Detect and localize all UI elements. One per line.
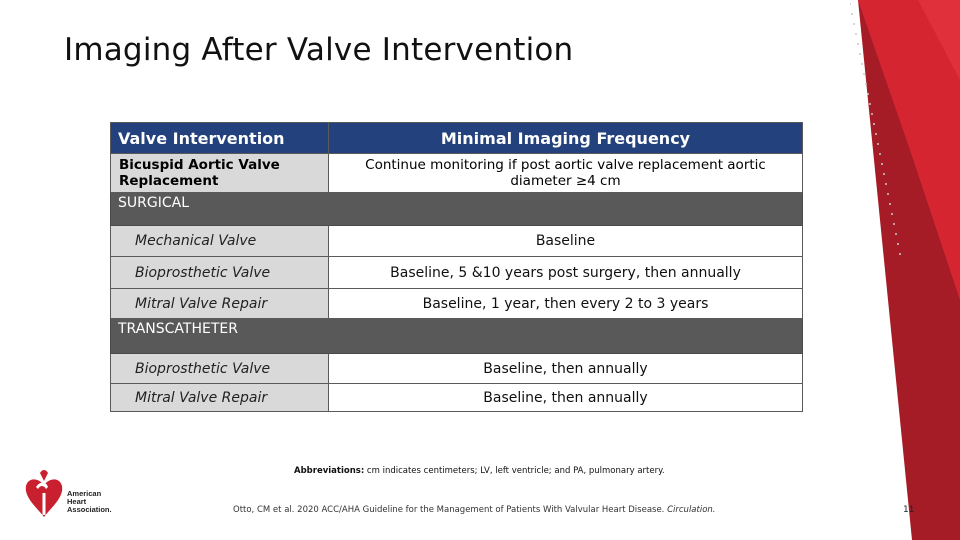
valve-cell: Mitral Valve Repair: [111, 384, 329, 412]
table-row: [111, 354, 803, 384]
bicuspid-value: Continue monitoring if post aortic valve replacement aortic diameter ≥4 cm: [329, 154, 803, 193]
table-header-row: [111, 123, 803, 154]
frequency-cell: Baseline, then annually: [329, 384, 803, 412]
frequency-cell: Baseline, 1 year, then every 2 to 3 years: [329, 289, 803, 319]
transcatheter-label: TRANSCATHETER: [111, 319, 803, 354]
aha-logo-text: [67, 490, 112, 514]
section-header-transcatheter: [111, 319, 803, 354]
abbreviations-note: [294, 466, 665, 476]
abbreviations-label: Abbreviations:: [294, 466, 365, 476]
citation: [233, 505, 716, 515]
slide-title: Imaging After Valve Intervention: [64, 32, 574, 68]
logo-line-2: Heart: [67, 497, 87, 506]
frequency-cell: Baseline, 5 &10 years post surgery, then annually: [329, 257, 803, 289]
table-row: [111, 226, 803, 257]
table-row: [111, 154, 803, 193]
surgical-label: SURGICAL: [111, 193, 803, 226]
frequency-cell: Baseline: [329, 226, 803, 257]
valve-cell: Mechanical Valve: [111, 226, 329, 257]
logo-line-3: Association.: [67, 505, 112, 514]
table-row: [111, 289, 803, 319]
decorative-red-shapes: [850, 0, 960, 540]
citation-journal: Circulation.: [667, 505, 716, 515]
valve-cell: Bioprosthetic Valve: [111, 354, 329, 384]
imaging-frequency-table: [110, 122, 803, 412]
table-row: [111, 257, 803, 289]
logo-line-1: American: [67, 489, 102, 498]
section-header-surgical: [111, 193, 803, 226]
valve-cell: Bioprosthetic Valve: [111, 257, 329, 289]
abbreviations-text: cm indicates centimeters; LV, left ventricle; and PA, pulmonary artery.: [364, 466, 665, 476]
bicuspid-label: Bicuspid Aortic Valve Replacement: [111, 154, 329, 193]
header-valve-intervention: Valve Intervention: [111, 123, 329, 154]
page-number: 11: [903, 505, 915, 515]
frequency-cell: Baseline, then annually: [329, 354, 803, 384]
citation-text: Otto, CM et al. 2020 ACC/AHA Guideline for the Management of Patients With Valvular Heart Disease.: [233, 505, 668, 515]
valve-cell: Mitral Valve Repair: [111, 289, 329, 319]
table-row: [111, 384, 803, 412]
header-imaging-frequency: Minimal Imaging Frequency: [329, 123, 803, 154]
